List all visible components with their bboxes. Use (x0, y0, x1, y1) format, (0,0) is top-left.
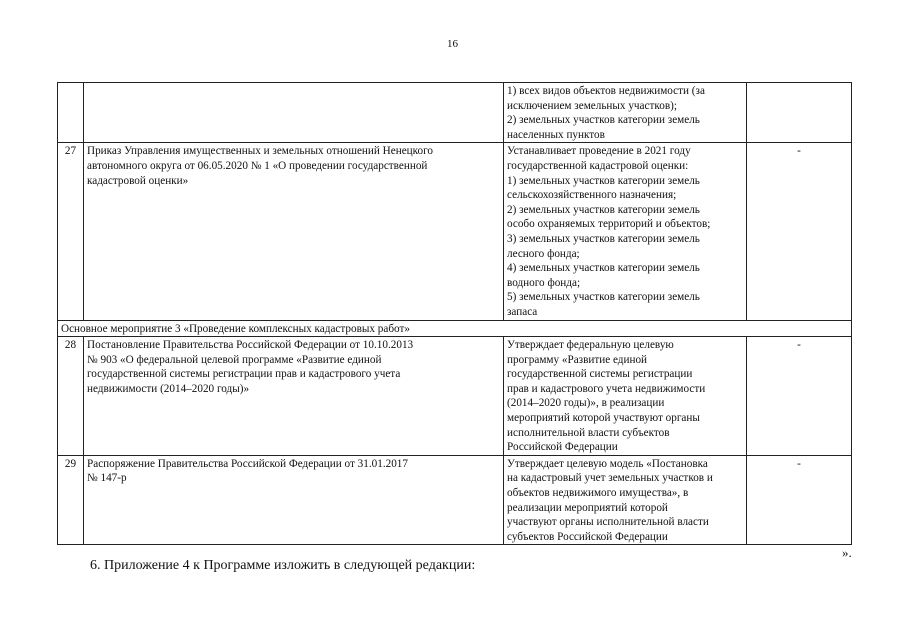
section-heading: Основное мероприятие 3 «Проведение комплексных кадастровых работ» (58, 320, 852, 337)
document-line: автономного округа от 06.05.2020 № 1 «О проведении государственной (87, 159, 428, 172)
description-line: лесного фонда; (507, 247, 580, 260)
description-line: (2014–2020 годы)», в реализации (507, 397, 665, 410)
description-line: исключением земельных участков); (507, 99, 677, 112)
closing-quote-mark: ». (842, 545, 852, 560)
description-line: государственной кадастровой оценки: (507, 159, 689, 172)
description-line: водного фонда; (507, 276, 581, 289)
description-line: сельскохозяйственного назначения; (507, 189, 677, 202)
description-line: Утверждает целевую модель «Постановка (507, 457, 708, 470)
description-line: населенных пунктов (507, 128, 605, 141)
note-cell (747, 83, 852, 143)
description-cell (504, 83, 747, 143)
description-cell (504, 455, 747, 545)
legal-acts-table (57, 82, 852, 545)
description-line: Устанавливает проведение в 2021 году (507, 145, 691, 158)
document-line: Постановление Правительства Российской Федерации от 10.10.2013 (87, 339, 414, 352)
description-cell (504, 143, 747, 320)
description-line: Российской Федерации (507, 441, 618, 454)
table-row-continuation (58, 83, 852, 143)
document-line: кадастровой оценки» (87, 174, 189, 187)
description-line: исполнительной власти субъектов (507, 426, 670, 439)
description-line: реализации мероприятий которой (507, 501, 668, 514)
document-cell (84, 455, 504, 545)
row-number-cell: 28 (58, 337, 84, 456)
description-line: запаса (507, 305, 538, 318)
description-line: мероприятий которой участвуют органы (507, 412, 700, 425)
description-line: Утверждает федеральную целевую (507, 339, 674, 352)
document-cell (84, 83, 504, 143)
table-row-27 (58, 143, 852, 320)
document-line: Приказ Управления имущественных и земельных отношений Ненецкого (87, 145, 434, 158)
document-line: недвижимости (2014–2020 годы)» (87, 382, 250, 395)
document-cell (84, 143, 504, 320)
description-line: государственной системы регистрации (507, 368, 693, 381)
row-number-cell (58, 83, 84, 143)
table-row-29 (58, 455, 852, 545)
document-line: № 903 «О федеральной целевой программе «Развитие единой (87, 353, 382, 366)
description-line: участвуют органы исполнительной власти (507, 516, 709, 529)
description-line: 1) всех видов объектов недвижимости (за (507, 85, 705, 97)
document-line: № 147-р (87, 472, 127, 485)
description-line: субъектов Российской Федерации (507, 530, 668, 543)
description-line: объектов недвижимого имущества», в (507, 487, 689, 500)
description-line: прав и кадастрового учета недвижимости (507, 382, 706, 395)
row-number-cell: 29 (58, 455, 84, 545)
instruction-paragraph: 6. Приложение 4 к Программе изложить в следующей редакции: (90, 558, 476, 573)
page-number: 16 (447, 38, 458, 50)
description-line: 5) земельных участков категории земель (507, 291, 700, 304)
description-line: 2) земельных участков категории земель (507, 203, 700, 216)
document-line: государственной системы регистрации прав и кадастрового учета (87, 368, 401, 381)
table-section-row (58, 320, 852, 337)
row-number-cell: 27 (58, 143, 84, 320)
description-cell (504, 337, 747, 456)
table-row-28 (58, 337, 852, 456)
description-line: 4) земельных участков категории земель (507, 262, 700, 275)
description-line: на кадастровый учет земельных участков и (507, 472, 713, 485)
document-line: Распоряжение Правительства Российской Федерации от 31.01.2017 (87, 457, 408, 470)
note-cell: - (747, 337, 852, 456)
description-line: особо охраняемых территорий и объектов; (507, 218, 711, 231)
note-cell: - (747, 143, 852, 320)
note-cell: - (747, 455, 852, 545)
description-line: 1) земельных участков категории земель (507, 174, 700, 187)
description-line: 2) земельных участков категории земель (507, 114, 700, 127)
description-line: программу «Развитие единой (507, 353, 648, 366)
description-line: 3) земельных участков категории земель (507, 232, 700, 245)
document-cell (84, 337, 504, 456)
